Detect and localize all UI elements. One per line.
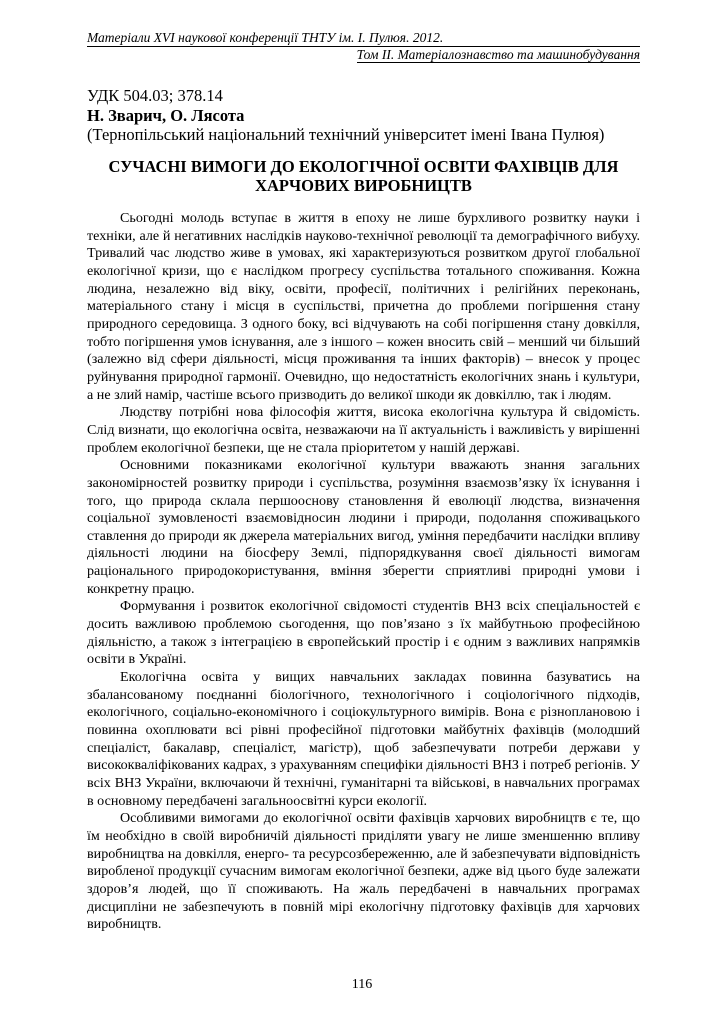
udc-code: УДК 504.03; 378.14 bbox=[87, 86, 223, 105]
paragraph: Основними показниками екологічної культури вважають знання загальних закономірностей розвитку природи і суспільства, розуміння взаємозв’язку їх існування і того, що природа склала першооснову становлення й еволюції людства, визначення соціальної зумовленості взаємовідносин людини і природи, подолання споживацького ставлення до природи як джерела матеріальних вигод, уміння передбачити наслідки впливу діяльності людини на біосферу Землі, підпорядкування своєї діяльності вимогам раціонального природокористування, вміння зберегти сприятливі природні умови і конкретну працю. bbox=[87, 457, 640, 597]
running-header bbox=[87, 30, 640, 63]
paragraph: Екологічна освіта у вищих навчальних закладах повинна базуватись на збалансованому поєднанні біологічного, технологічного і соціологічного підходів, екологічного, соціально-економічного і соціокультурного вимірів. Вона є різноплановою і повинна охоплювати всі рівні професійної підготовки майбутніх фахівців (молодший спеціаліст, бакалавр, спеціаліст, магістр), щоб забезпечувати потреби держави у висококваліфікованих кадрах, з урахуванням специфіки діяльності ВНЗ і потреб регіонів. У всіх ВНЗ України, включаючи й технічні, гуманітарні та військові, в навчальних програмах в основному передбачені загальноосвітні курси екології. bbox=[87, 669, 640, 809]
authors: Н. Зварич, О. Лясота bbox=[87, 105, 245, 125]
article-title: СУЧАСНІ ВИМОГИ ДО ЕКОЛОГІЧНОЇ ОСВІТИ ФАХІВЦІВ ДЛЯ ХАРЧОВИХ ВИРОБНИЦТВ bbox=[108, 157, 619, 195]
affiliation: (Тернопільський національний технічний університет імені Івана Пулюя) bbox=[87, 125, 605, 144]
page-number: 116 bbox=[351, 977, 373, 992]
article-body bbox=[87, 210, 640, 934]
article-meta bbox=[87, 86, 647, 145]
header-volume: Том II. Матеріалознавство та машинобудування bbox=[356, 47, 640, 62]
paragraph: Особливими вимогами до екологічної освіти фахівців харчових виробництв є те, що їм необхідно в своїй виробничій діяльності приділяти увагу не лише зменшенню впливу виробництва на довкілля, енерго- та ресурсозбереженню, але й забезпечувати відповідність виробленої продукції сучасним вимогам екологічної безпеки, адже від цього буде залежати здоров’я людей, що її споживають. На жаль передбачені в навчальних програмах дисципліни не забезпечують в повній мірі екологічну підготовку фахівців для харчових виробництв. bbox=[87, 810, 640, 933]
header-conference: Матеріали XVI наукової конференції ТНТУ ім. І. Пулюя. 2012. bbox=[87, 30, 640, 47]
paragraph: Людству потрібні нова філософія життя, висока екологічна культура й свідомість. Слід визнати, що екологічна освіта, незважаючи на її актуальність і важливість у вирішенні проблем екологічної безпеки, ще не стала пріоритетом у нашій державі. bbox=[87, 404, 640, 456]
paragraph: Формування і розвиток екологічної свідомості студентів ВНЗ всіх спеціальностей є досить важливою проблемою сьогодення, що пов’язано з їх майбутньою професійною діяльністю, а також з інтеграцією в європейський простір і є одним з важливих напрямків освіти в Україні. bbox=[87, 598, 640, 668]
paragraph: Сьогодні молодь вступає в життя в епоху не лише бурхливого розвитку науки і техніки, але й негативних наслідків науково-технічної революції та демографічного вибуху. Тривалий час людство живе в умовах, які характеризуються розвитком другої глобальної екологічної кризи, що є наслідком прогресу суспільства тотального споживання. Кожна людина, незалежно від віку, освіти, професії, політичних і релігійних переконань, матеріального стану і місця в суспільстві, причетна до проблеми погіршення стану природного середовища. З одного боку, всі відчувають на собі погіршення стану довкілля, тобто погіршення умов існування, але з іншого – кожен вносить свій – менший чи більший (залежно від сфери діяльності, місця проживання та інших факторів) – внесок у процес руйнування природної гармонії. Очевидно, що недостатність екологічних знань і культури, а не злий намір, частіше всього призводить до великої шкоди як довкіллю, так і людям. bbox=[87, 210, 640, 403]
